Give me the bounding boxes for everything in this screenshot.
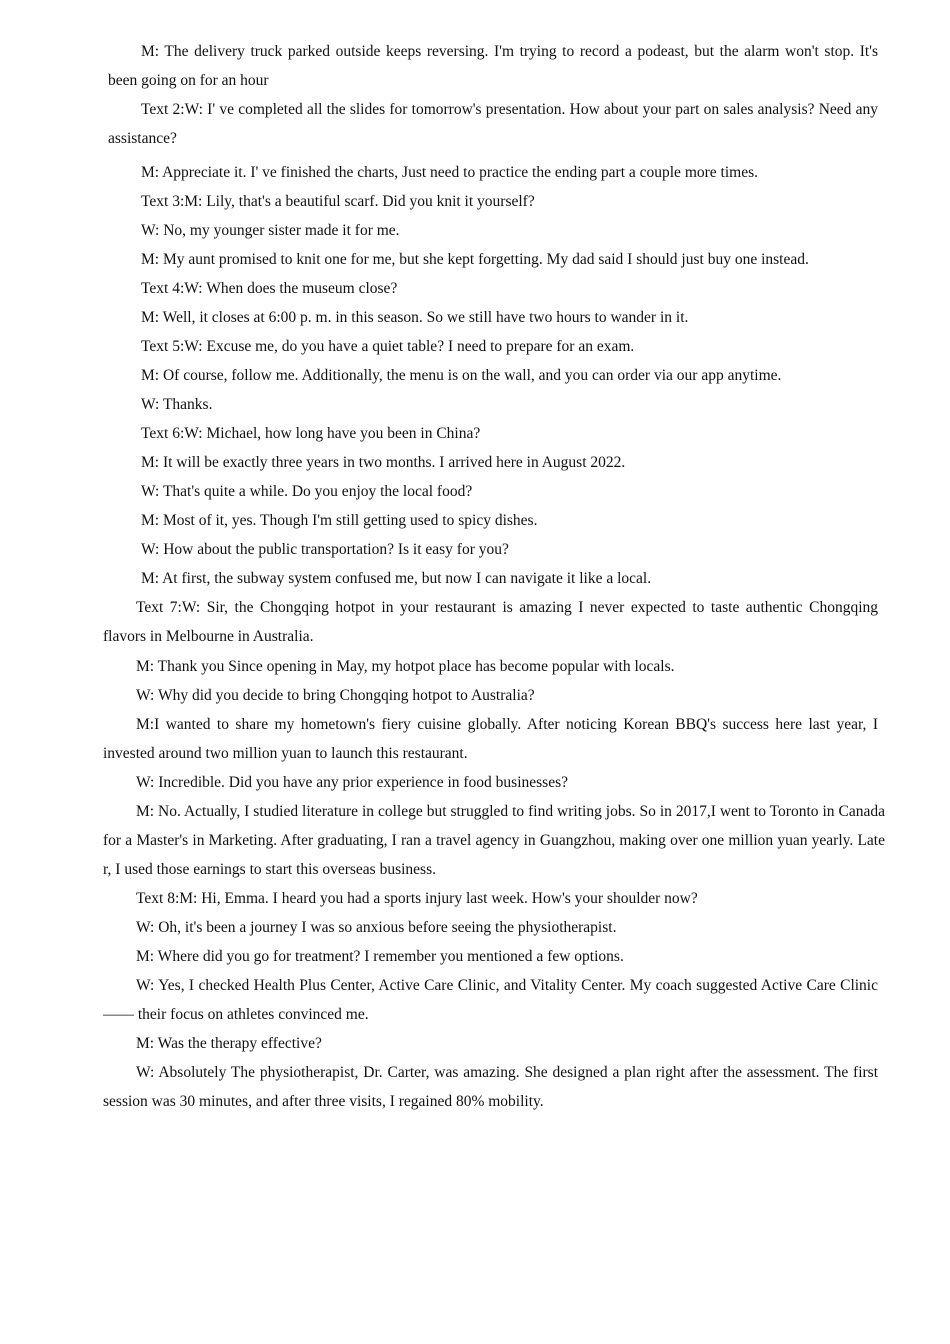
paragraph: M: Most of it, yes. Though I'm still getting used to spicy dishes. [141, 512, 538, 529]
paragraph: W: Oh, it's been a journey I was so anxious before seeing the physiotherapist. [136, 919, 617, 936]
paragraph: Text 6:W: Michael, how long have you been in China? [141, 425, 481, 442]
paragraph: W: Incredible. Did you have any prior experience in food businesses? [136, 774, 568, 791]
paragraph: W: Absolutely The physiotherapist, Dr. Carter, was amazing. She designed a plan right after the assessment. The first session was 30 minutes, and after three visits, I regained 80% mobility. [103, 1064, 878, 1110]
paragraph: Text 5:W: Excuse me, do you have a quiet table? I need to prepare for an exam. [141, 338, 635, 355]
paragraph: M: Was the therapy effective? [136, 1035, 322, 1052]
paragraph: Text 8:M: Hi, Emma. I heard you had a sports injury last week. How's your shoulder now? [136, 890, 698, 907]
paragraph: W: Why did you decide to bring Chongqing hotpot to Australia? [136, 687, 535, 704]
paragraph: M: No. Actually, I studied literature in college but struggled to find writing jobs. So in 2017,I went to Toronto in Canada for a Master's in Marketing. After graduating, I ran a travel agency in Guangzhou, making over one million yuan yearly. Later, I used those earnings to start this overseas business. [103, 803, 885, 878]
paragraph: M: Well, it closes at 6:00 p. m. in this season. So we still have two hours to wander in it. [141, 309, 689, 326]
paragraph: M: At first, the subway system confused me, but now I can navigate it like a local. [141, 570, 652, 587]
paragraph: W: No, my younger sister made it for me. [141, 222, 400, 239]
paragraph: M: It will be exactly three years in two months. I arrived here in August 2022. [141, 454, 626, 471]
paragraph: W: How about the public transportation? Is it easy for you? [141, 541, 509, 558]
paragraph: M: Where did you go for treatment? I remember you mentioned a few options. [136, 948, 624, 965]
paragraph: Text 7:W: Sir, the Chongqing hotpot in your restaurant is amazing I never expected to taste authentic Chongqing flavors in Melbourne in Australia. [103, 599, 878, 645]
paragraph: W: Yes, I checked Health Plus Center, Active Care Clinic, and Vitality Center. My coach suggested Active Care Clinic—— their focus on athletes convinced me. [103, 977, 878, 1023]
paragraph: M: The delivery truck parked outside keeps reversing. I'm trying to record a podeast, but the alarm won't stop. It's been going on for an hour [108, 43, 878, 89]
paragraph: M: Thank you Since opening in May, my hotpot place has become popular with locals. [136, 658, 675, 675]
paragraph: M: Appreciate it. I' ve finished the charts, Just need to practice the ending part a couple more times. [141, 164, 758, 181]
paragraph: Text 3:M: Lily, that's a beautiful scarf. Did you knit it yourself? [141, 193, 535, 210]
paragraph: M:I wanted to share my hometown's fiery cuisine globally. After noticing Korean BBQ's success here last year, I invested around two million yuan to launch this restaurant. [103, 716, 878, 762]
paragraph: W: That's quite a while. Do you enjoy the local food? [141, 483, 473, 500]
paragraph: Text 2:W: I' ve completed all the slides for tomorrow's presentation. How about your part on sales analysis? Need any assistance? [108, 101, 878, 147]
paragraph: M: Of course, follow me. Additionally, the menu is on the wall, and you can order via our app anytime. [141, 367, 782, 384]
paragraph: M: My aunt promised to knit one for me, but she kept forgetting. My dad said I should just buy one instead. [141, 251, 809, 268]
paragraph: W: Thanks. [141, 396, 213, 413]
paragraph: Text 4:W: When does the museum close? [141, 280, 398, 297]
